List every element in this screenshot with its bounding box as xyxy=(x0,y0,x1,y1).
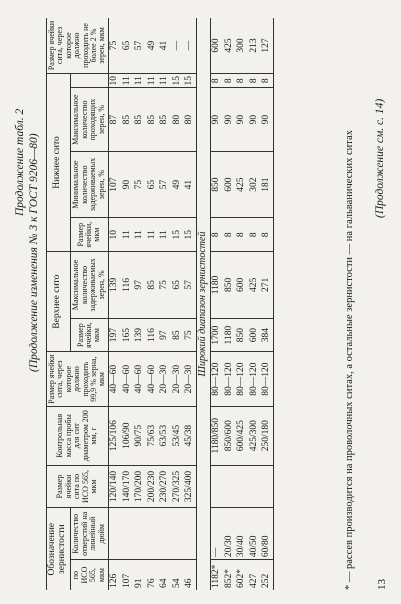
narrow-range-rows xyxy=(108,18,197,590)
table-cell: 40—60 xyxy=(108,352,121,406)
table-cell: 40—60 xyxy=(121,352,134,406)
table-cell: 140/170 xyxy=(121,465,134,508)
table-cell: 170/200 xyxy=(134,465,147,508)
table-cell: 300 xyxy=(236,18,249,73)
table-cell: 90 xyxy=(236,88,249,151)
table-row xyxy=(184,18,197,590)
col-designation: Обозначение зернистости xyxy=(47,508,71,590)
table-cell: 85 xyxy=(146,251,159,318)
table-cell: 106/90 xyxy=(121,406,134,465)
table-cell: 8 xyxy=(210,218,223,252)
table-cell: 213 xyxy=(248,18,261,73)
document-continuation-note: (Продолжение изменения № 3 к ГОСТ 9206—80) xyxy=(28,133,40,372)
table-cell: 8 xyxy=(236,218,249,252)
table-cell: 40—60 xyxy=(134,352,147,406)
table-cell: 271 xyxy=(261,251,274,318)
table-cell: 15 xyxy=(184,218,197,252)
table-cell: 8 xyxy=(236,73,249,88)
col-lower-extra xyxy=(70,73,108,88)
col-iso: по ИСО 565, мкм xyxy=(70,560,108,590)
table-cell: 75 xyxy=(184,318,197,352)
col-lower-min: Минимальное количество задерживаемых зерен, % xyxy=(70,151,108,218)
table-cell: 57 xyxy=(159,151,172,218)
table-cell: 270/325 xyxy=(171,465,184,508)
table-cell: 10 xyxy=(108,218,121,252)
table-cell: 200/230 xyxy=(146,465,159,508)
grain-table xyxy=(46,18,274,590)
table-row xyxy=(146,18,159,590)
table-cell: 60/80 xyxy=(261,508,274,560)
table-cell: 80—120 xyxy=(261,352,274,406)
table-cell: 75 xyxy=(108,18,121,73)
table-cell: 49 xyxy=(146,18,159,73)
table-cell: 1182* xyxy=(211,564,221,588)
table-cell: 53/45 xyxy=(171,406,184,465)
table-cell: 11 xyxy=(121,218,134,252)
table-cell xyxy=(184,508,197,560)
table-cell: 1180 xyxy=(223,318,236,352)
table-cell: 107 xyxy=(108,151,121,218)
table-cell: 139 xyxy=(134,318,147,352)
table-cell: 600 xyxy=(236,251,249,318)
col-lower-max: Максимальное количество проходящих зерен, % xyxy=(70,88,108,151)
table-cell: 181 xyxy=(261,151,274,218)
table-cell: 90 xyxy=(261,88,274,151)
table-cell: 165 xyxy=(121,318,134,352)
table-cell: 126 xyxy=(109,573,119,588)
table-cell: 120/140 xyxy=(108,465,121,508)
table-cell: 11 xyxy=(146,73,159,88)
table-row xyxy=(159,18,172,590)
table-cell: 20—30 xyxy=(159,352,172,406)
table-row xyxy=(121,18,134,590)
table-cell: 65 xyxy=(171,251,184,318)
table-cell: 602* xyxy=(236,569,246,588)
table-cell: — xyxy=(171,18,184,73)
table-cell xyxy=(159,508,172,560)
table-cell: 250/180 xyxy=(261,406,274,465)
table-cell xyxy=(210,465,223,508)
table-cell: 325/400 xyxy=(184,465,197,508)
table-cell: 80—120 xyxy=(210,352,223,406)
table-cell: 1180/850 xyxy=(210,406,223,465)
table-cell xyxy=(236,465,249,508)
table-cell: 54 xyxy=(171,578,182,588)
table-cell: 107 xyxy=(121,573,132,588)
table-cell xyxy=(108,508,121,560)
table-cell: 850/600 xyxy=(223,406,236,465)
table-cell: 57 xyxy=(184,251,197,318)
table-cell: 230/270 xyxy=(159,465,172,508)
table-cell xyxy=(261,465,274,508)
table-cell: 15 xyxy=(184,73,197,88)
table-cell: 65 xyxy=(146,151,159,218)
table-cell xyxy=(248,465,261,508)
table-cell: 76 xyxy=(146,578,157,588)
table-cell: 425 xyxy=(223,18,236,73)
table-row xyxy=(171,18,184,590)
table-cell: 40—60 xyxy=(146,352,159,406)
col-mass: Контрольная масса пробы для сит диаметром 200 мм, г xyxy=(47,406,109,465)
table-cell: 125/106 xyxy=(108,406,121,465)
table-cell: 20—30 xyxy=(184,352,197,406)
table-cell xyxy=(146,508,159,560)
col-passing: Размер ячейки сита, через которое должно проходить 99,9 % зерна, мкм xyxy=(47,352,109,406)
table-cell: 427 xyxy=(248,573,259,588)
table-row xyxy=(236,18,249,590)
table-cell: 90 xyxy=(223,88,236,151)
table-cell: 90 xyxy=(248,88,261,151)
table-cell xyxy=(121,508,134,560)
table-cell: 852* xyxy=(223,569,234,588)
table-cell: 80—120 xyxy=(248,352,261,406)
table-cell: 11 xyxy=(134,73,147,88)
table-cell: 65 xyxy=(121,18,134,73)
table-cell: 8 xyxy=(223,73,236,88)
table-cell: 8 xyxy=(210,73,223,88)
continued-note: (Продолжение см. с. 14) xyxy=(374,98,386,218)
table-continuation-note: Продолжение табл. 2 xyxy=(14,108,26,216)
table-cell: 85 xyxy=(146,88,159,151)
table-cell: 85 xyxy=(171,318,184,352)
table-cell: 600/425 xyxy=(236,406,249,465)
table-cell: 11 xyxy=(159,73,172,88)
footnote: * — рассев производится на проволочных ситах, а остальные зернистости — на гальванических ситах xyxy=(344,130,355,590)
table-cell: 1700 xyxy=(210,318,223,352)
table-cell: 850 xyxy=(210,151,223,218)
table-cell: 97 xyxy=(134,251,147,318)
col-upper-size: Размер ячейки, мкм xyxy=(70,318,108,352)
table-row xyxy=(108,18,121,590)
table-cell: 15 xyxy=(171,73,184,88)
col-lower-sieve: Нижнее сито xyxy=(47,73,71,251)
table-cell: 49 xyxy=(171,151,184,218)
col-sieve-size: Размер ячейки сита по ИСО 565, мкм xyxy=(47,465,109,508)
page-number: 13 xyxy=(376,579,388,590)
table-row xyxy=(134,18,147,590)
table-cell: 8 xyxy=(223,218,236,252)
table-cell: 600 xyxy=(248,318,261,352)
table-cell: 8 xyxy=(261,73,274,88)
table-cell: 127 xyxy=(261,18,274,73)
table-cell: 75 xyxy=(159,251,172,318)
table-cell xyxy=(134,508,147,560)
table-cell: 64 xyxy=(159,578,169,588)
table-cell: 15 xyxy=(171,218,184,252)
col-fine-sieve: Размер ячейки сита, через которое должно проходить не более 2 % зерен, мкм xyxy=(47,18,109,73)
table-cell: 139 xyxy=(108,251,121,318)
table-row xyxy=(223,18,236,590)
table-cell: 80 xyxy=(171,88,184,151)
col-lower-size: Размер ячейки, мкм xyxy=(70,218,108,252)
table-cell: 85 xyxy=(134,88,147,151)
table-cell: — xyxy=(210,508,223,560)
col-upper-max: Максимальное количество задерживаемых зерен, % xyxy=(70,251,108,318)
table-cell: 8 xyxy=(261,218,274,252)
table-cell: 45/38 xyxy=(184,406,197,465)
table-cell: 11 xyxy=(159,218,172,252)
table-cell: 8 xyxy=(248,218,261,252)
col-wires: Количество отверстий на линейный дюйм xyxy=(70,508,108,560)
table-cell: 10 xyxy=(108,73,121,88)
section-title: Широкий диапазон зернистостей xyxy=(197,18,211,590)
table-cell: 116 xyxy=(121,251,134,318)
table-cell: 90 xyxy=(121,151,134,218)
table-cell: 850 xyxy=(236,318,249,352)
table-row xyxy=(248,18,261,590)
table-cell: 11 xyxy=(134,218,147,252)
table-cell: 20/30 xyxy=(223,508,236,560)
table-cell: 425 xyxy=(248,251,261,318)
table-cell: 11 xyxy=(121,73,134,88)
table-cell xyxy=(171,508,184,560)
table-cell: 30/40 xyxy=(236,508,249,560)
table-row xyxy=(261,18,274,590)
table-cell: 75 xyxy=(134,151,147,218)
table-cell: 11 xyxy=(146,218,159,252)
table-cell: 57 xyxy=(134,18,147,73)
table-cell: 91 xyxy=(134,578,144,588)
table-cell: 600 xyxy=(210,18,223,73)
table-cell: 20—30 xyxy=(171,352,184,406)
table-cell: 116 xyxy=(146,318,159,352)
table-cell: 40/50 xyxy=(248,508,261,560)
table-cell: 600 xyxy=(223,151,236,218)
table-cell: — xyxy=(184,18,197,73)
table-cell: 41 xyxy=(184,151,197,218)
table-row xyxy=(210,18,223,590)
table-cell: 97 xyxy=(159,318,172,352)
table-cell: 90 xyxy=(210,88,223,151)
table-cell: 63/53 xyxy=(159,406,172,465)
table-cell: 85 xyxy=(159,88,172,151)
col-upper-sieve: Верхнее сито xyxy=(47,251,71,351)
table-cell: 197 xyxy=(108,318,121,352)
table-cell: 80—120 xyxy=(223,352,236,406)
table-cell: 41 xyxy=(159,18,172,73)
table-cell: 384 xyxy=(261,318,274,352)
table-cell: 302 xyxy=(248,151,261,218)
table-cell xyxy=(223,465,236,508)
table-cell: 85 xyxy=(121,88,134,151)
table-cell: 252 xyxy=(261,560,274,590)
table-cell: 80—120 xyxy=(236,352,249,406)
wide-range-rows xyxy=(210,18,274,590)
table-cell: 850 xyxy=(223,251,236,318)
table-cell: 425/300 xyxy=(248,406,261,465)
table-cell: 75/63 xyxy=(146,406,159,465)
table-cell: 1180 xyxy=(210,251,223,318)
table-cell: 8 xyxy=(248,73,261,88)
table-cell: 90/75 xyxy=(134,406,147,465)
table-cell: 80 xyxy=(184,88,197,151)
table-cell: 425 xyxy=(236,151,249,218)
table-cell: 46 xyxy=(184,578,194,588)
table-cell: 87 xyxy=(108,88,121,151)
